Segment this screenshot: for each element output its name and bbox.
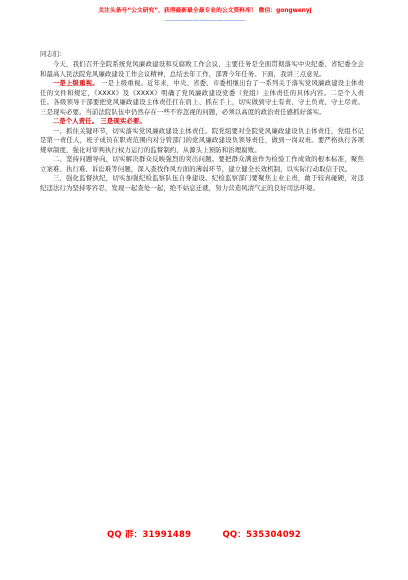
- banner-promo-text: 关注头条号“公文研究”，获得最新最全最专业的公文资料库！ 微信：gongwenyj: [98, 8, 312, 14]
- paragraph-6: 三、强化监督执纪，切实加强纪检监察队伍自身建设。纪检监察部门要聚焦主业主责，敢于较真碰硬，对违纪违法行为坚持零容忍，发现一起查处一起，绝不姑息迁就，努力营造风清气正的良好司法环境。: [40, 174, 364, 192]
- highlight-2: 二是个人责任。: [52, 117, 99, 125]
- highlight-1: 一是上级重视。: [52, 79, 99, 87]
- header-banner: [40, 6, 370, 32]
- paragraph-2-text: 一是上级重视。近年来，中央、省委、市委相继出台了一系列关于落实党风廉政建设主体责任的文件和规定，《XXXX》及《XXXX》明确了党风廉政建设党委（党组）主体责任的具体内容。二是个人责任。各级领导干部要把党风廉政建设主体责任扛在肩上、抓在手上，切实做到守土有责、守土负责、守土尽责。三是现实必要。当前法院队伍中仍然存在一些不容忽视的问题，必须以高度的政治责任感抓好落实。: [40, 79, 364, 116]
- document-body: [40, 48, 364, 518]
- banner-subline: ——————————————: [164, 18, 246, 24]
- paragraph-1: 今天，我们召开全院系统党风廉政建设和反腐败工作会议，主要任务是全面贯彻落实中央纪委、省纪委全会和最高人民法院党风廉政建设工作会议精神，总结去年工作，部署今年任务。下面，我讲三点意见。: [40, 60, 364, 78]
- salutation: 同志们：: [40, 50, 66, 58]
- paragraph-5: 二、坚持问题导向，切实解决群众反映强烈的突出问题。要把群众满意作为检验工作成效的根本标准，聚焦立案难、执行难、诉讼难等问题，深入查找作风方面的薄弱环节，建立健全长效机制，以实际行动取信于民。: [40, 155, 364, 173]
- paragraph-4: 一、抓住关键环节，切实落实党风廉政建设主体责任。院党组要对全院党风廉政建设负主体责任，党组书记是第一责任人，班子成员在职责范围内对分管部门的党风廉政建设负领导责任，做到一岗双责。要严格执行各项规章制度，强化对审判执行权力运行的监督制约，从源头上预防和治理腐败。: [40, 126, 364, 154]
- qq-group-label: QQ 群：31991489: [106, 530, 192, 540]
- paragraph-3: [40, 117, 364, 127]
- footer-contact: [0, 528, 408, 540]
- qq-personal-label: QQ：535304092: [222, 530, 302, 540]
- paragraph-2: [40, 79, 364, 117]
- highlight-3: 三是现实必要。: [100, 117, 146, 125]
